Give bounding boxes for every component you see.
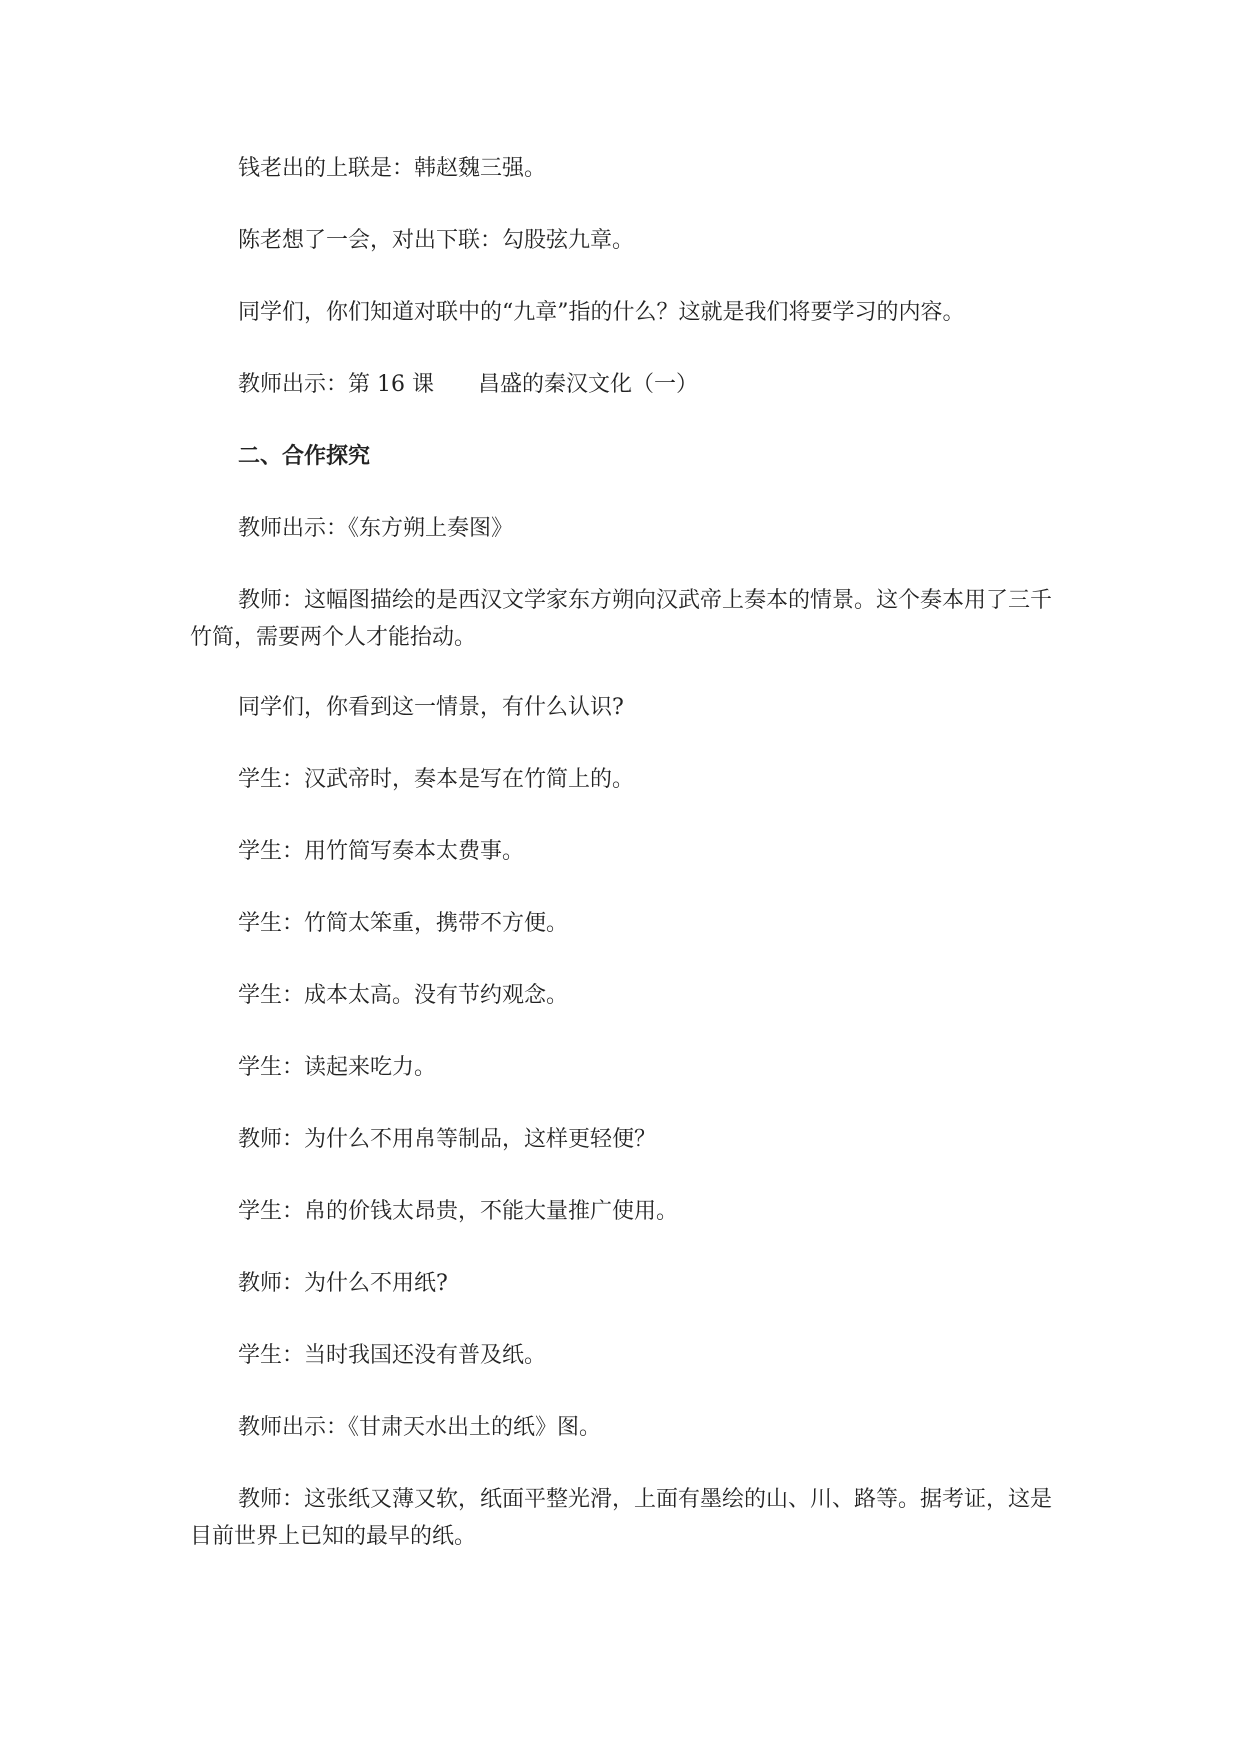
- paragraph-question-jiuzhang: 同学们，你们知道对联中的“九章”指的什么？这就是我们将要学习的内容。: [238, 300, 965, 325]
- paragraph-teacher-paper: 教师：为什么不用纸?: [238, 1271, 448, 1296]
- paragraph-teacher-ask: 同学们，你看到这一情景，有什么认识?: [238, 695, 624, 720]
- lesson-name: 昌盛的秦汉文化（一）: [477, 372, 698, 397]
- paragraph-student-silk: 学生：帛的价钱太昂贵，不能大量推广使用。: [238, 1199, 679, 1224]
- paragraph-student-5: 学生：读起来吃力。: [238, 1055, 437, 1080]
- section-heading: 二、合作探究: [238, 444, 371, 469]
- paragraph-teacher-silk: 教师：为什么不用帛等制品，这样更轻便？: [238, 1127, 657, 1152]
- paragraph-student-2: 学生：用竹简写奏本太费事。: [238, 839, 525, 864]
- paragraph-show-gansu-paper: 教师出示：《甘肃天水出土的纸》图。: [238, 1415, 602, 1440]
- paragraph-lesson-title: [190, 366, 1060, 403]
- paragraph-student-3: 学生：竹简太笨重，携带不方便。: [238, 911, 569, 936]
- paragraph-student-4: 学生：成本太高。没有节约观念。: [238, 983, 569, 1008]
- paragraph-couplet-first: 钱老出的上联是：韩赵魏三强。: [238, 156, 547, 181]
- lesson-number: 教师出示：第 16 课: [238, 372, 434, 397]
- paragraph-teacher-earliest-paper: 教师：这张纸又薄又软，纸面平整光滑，上面有墨绘的山、川、路等。据考证，这是目前世界上已知的最早的纸。: [190, 1487, 1053, 1549]
- paragraph-student-1: 学生：汉武帝时，奏本是写在竹简上的。: [238, 767, 635, 792]
- paragraph-show-picture: 教师出示：《东方朔上奏图》: [238, 516, 514, 541]
- paragraph-couplet-second: 陈老想了一会，对出下联：勾股弦九章。: [238, 228, 635, 253]
- paragraph-teacher-explain: 教师：这幅图描绘的是西汉文学家东方朔向汉武帝上奏本的情景。这个奏本用了三千竹简，需要两个人才能抬动。: [190, 588, 1053, 650]
- document-body: [190, 150, 1060, 1588]
- paragraph-student-paper: 学生：当时我国还没有普及纸。: [238, 1343, 547, 1368]
